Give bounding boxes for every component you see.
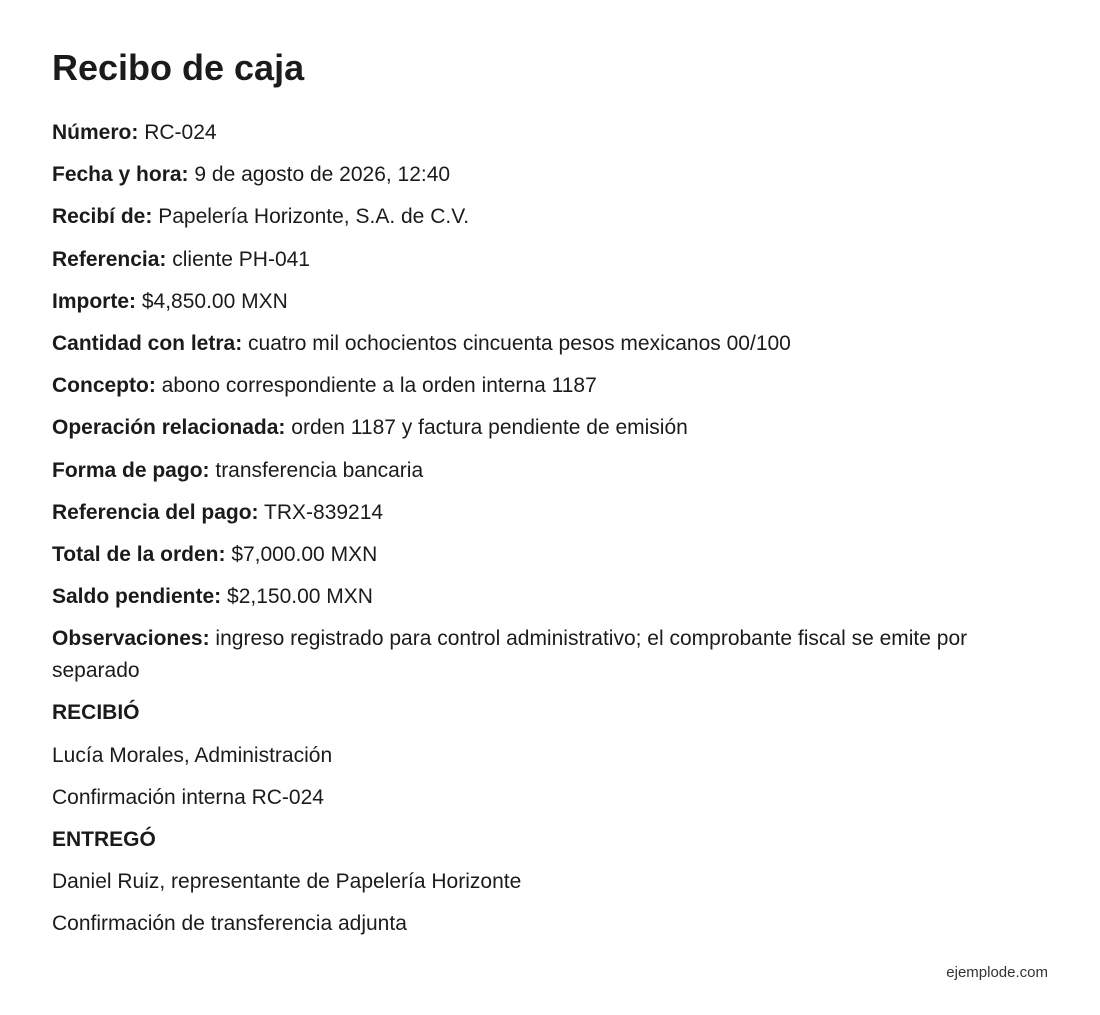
field-value: $4,850.00 MXN [141,289,288,313]
received-note: Confirmación interna RC-024 [52,785,324,809]
field-label: Fecha y hora: [52,163,189,187]
field-fecha-hora [52,159,1048,191]
receipt-document [52,0,1048,951]
field-label: Concepto: [52,374,156,398]
field-label: Saldo pendiente: [52,585,222,609]
field-value: Papelería Horizonte, S.A. de C.V. [158,205,470,229]
field-observaciones [52,623,1048,687]
received-heading: RECIBIÓ [52,701,140,725]
page-title: Recibo de caja [52,47,305,88]
field-value: TRX-839214 [264,500,384,524]
field-label: Número: [52,121,139,144]
field-label: Referencia del pago: [52,500,259,524]
delivered-note: Confirmación de transferencia adjunta [52,912,407,936]
field-value: abono correspondiente a la orden interna 1187 [161,374,597,398]
field-value: cuatro mil ochocientos cincuenta pesos mexicanos 00/100 [248,331,791,355]
field-label: Observaciones: [52,627,210,651]
delivered-name: Daniel Ruiz, representante de Papelería Horizonte [52,870,522,894]
field-label: Cantidad con letra: [52,331,243,355]
field-total-orden [52,539,1048,571]
field-value: 9 de agosto de 2026, 12:40 [194,163,451,187]
receipt-fields [52,117,1048,940]
field-concepto [52,370,1048,402]
field-label: Total de la orden: [52,542,226,566]
field-value: cliente PH-041 [172,247,310,271]
field-label: Forma de pago: [52,458,210,482]
field-forma-pago [52,455,1048,487]
field-value: $7,000.00 MXN [231,542,378,566]
field-recibi-de [52,201,1048,233]
field-saldo [52,581,1048,613]
field-label: Operación relacionada: [52,416,286,440]
field-value: $2,150.00 MXN [227,585,373,609]
field-label: Importe: [52,289,136,313]
field-cantidad-letra [52,328,1048,360]
field-label: Referencia: [52,247,167,271]
delivered-heading: ENTREGÓ [52,828,156,851]
field-referencia-pago [52,497,1048,529]
field-operacion [52,412,1048,444]
field-value: transferencia bancaria [215,458,424,482]
field-importe [52,286,1048,318]
footer-site: ejemplode.com [946,964,1048,981]
field-value: orden 1187 y factura pendiente de emisión [291,416,688,440]
field-value: ingreso registrado para control administrativo; el comprobante fiscal se emite por separado [52,627,968,683]
field-value: RC-024 [144,121,217,144]
field-label: Recibí de: [52,205,153,229]
received-name: Lucía Morales, Administración [52,743,333,767]
field-referencia [52,244,1048,276]
field-numero [52,117,1048,149]
